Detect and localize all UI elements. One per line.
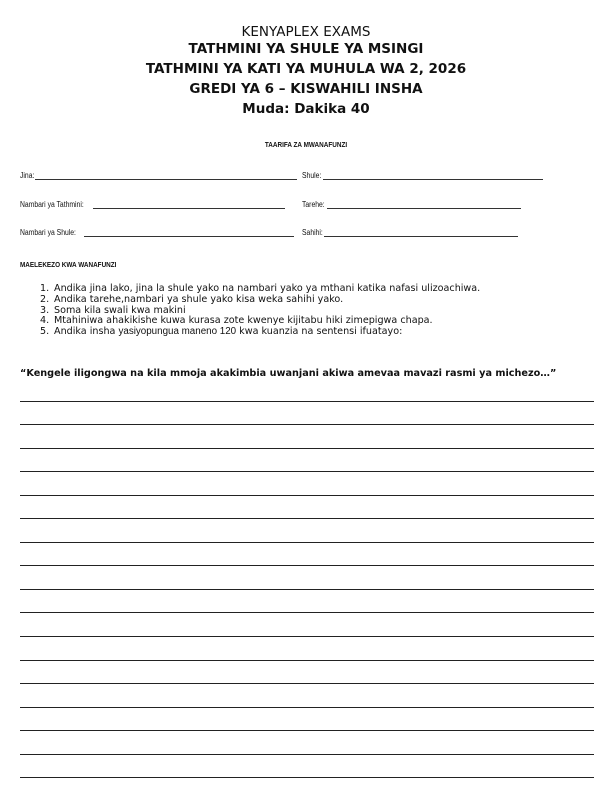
instruction-text: Soma kila swali kwa makini [54, 304, 186, 316]
writing-line[interactable] [20, 590, 594, 614]
grade-subject: GREDI YA 6 – KISWAHILI INSHA [189, 81, 423, 97]
instruction-word-count: yasiyopungua maneno 120 [118, 326, 237, 338]
exam-body-name: KENYAPLEX EXAMS [241, 24, 371, 40]
writing-line[interactable] [20, 755, 594, 779]
student-info-title: TAARIFA ZA MWANAFUNZI [264, 140, 348, 149]
instruction-number: 5. [40, 326, 50, 338]
instructions-title: MAELEKEZO KWA WANAFUNZI [20, 260, 117, 269]
field-row [20, 227, 560, 241]
date-line[interactable] [327, 199, 521, 209]
school-number-label: Nambari ya Shule: [20, 228, 76, 237]
signature-field[interactable] [302, 227, 518, 237]
writing-line[interactable] [20, 613, 594, 637]
writing-line[interactable] [20, 519, 594, 543]
instruction-number: 3. [40, 304, 50, 316]
name-field[interactable] [20, 170, 297, 180]
essay-prompt: “Kengele iligongwa na kila mmoja akakimbia uwanjani akiwa amevaa mavazi rasmi ya michezo…” [20, 368, 557, 379]
assessment-number-label: Nambari ya Tathmini: [20, 200, 84, 209]
writing-line[interactable] [20, 708, 594, 732]
assessment-level: TATHMINI YA SHULE YA MSINGI [188, 41, 424, 57]
writing-line[interactable] [20, 378, 594, 402]
school-field[interactable] [302, 170, 543, 180]
name-line[interactable] [35, 170, 297, 180]
school-label: Shule: [302, 171, 322, 180]
date-label: Tarehe: [302, 200, 325, 209]
writing-line[interactable] [20, 566, 594, 590]
signature-label: Sahihi: [302, 228, 323, 237]
duration: Muda: Dakika 40 [242, 101, 370, 117]
assessment-term: TATHMINI YA KATI YA MUHULA WA 2, 2026 [145, 61, 467, 77]
date-field[interactable] [302, 199, 521, 209]
assessment-number-field[interactable] [20, 199, 285, 209]
school-number-field[interactable] [20, 227, 294, 237]
school-number-line[interactable] [84, 227, 294, 237]
assessment-number-line[interactable] [93, 199, 285, 209]
signature-line[interactable] [324, 227, 518, 237]
instruction-text-end: kwa kuanzia na sentensi ifuatayo: [236, 326, 403, 338]
instruction-text: Andika jina lako, jina la shule yako na nambari yako ya mthani katika nafasi ulizoachiwa. [54, 283, 481, 294]
instruction-number: 1. [40, 283, 50, 294]
writing-line[interactable] [20, 543, 594, 567]
writing-line[interactable] [20, 402, 594, 426]
writing-line[interactable] [20, 449, 594, 473]
writing-line[interactable] [20, 472, 594, 496]
writing-area[interactable] [20, 378, 594, 778]
writing-line[interactable] [20, 637, 594, 661]
instructions-list [40, 284, 480, 338]
school-line[interactable] [323, 170, 543, 180]
writing-line[interactable] [20, 661, 594, 685]
writing-line[interactable] [20, 425, 594, 449]
instruction-number: 4. [40, 315, 50, 327]
writing-line[interactable] [20, 684, 594, 708]
instruction-number: 2. [40, 293, 50, 305]
writing-line[interactable] [20, 731, 594, 755]
instruction-text: Andika tarehe,nambari ya shule yako kisa weka sahihi yako. [54, 293, 344, 305]
name-label: Jina: [20, 171, 35, 180]
instruction-item [40, 327, 480, 338]
instruction-text: Mtahiniwa ahakikishe kuwa kurasa zote kwenye kijitabu hiki zimepigwa chapa. [54, 315, 433, 327]
instruction-text-start: Andika insha [54, 326, 119, 338]
writing-line[interactable] [20, 496, 594, 520]
field-row [20, 199, 560, 213]
field-row [20, 170, 560, 184]
